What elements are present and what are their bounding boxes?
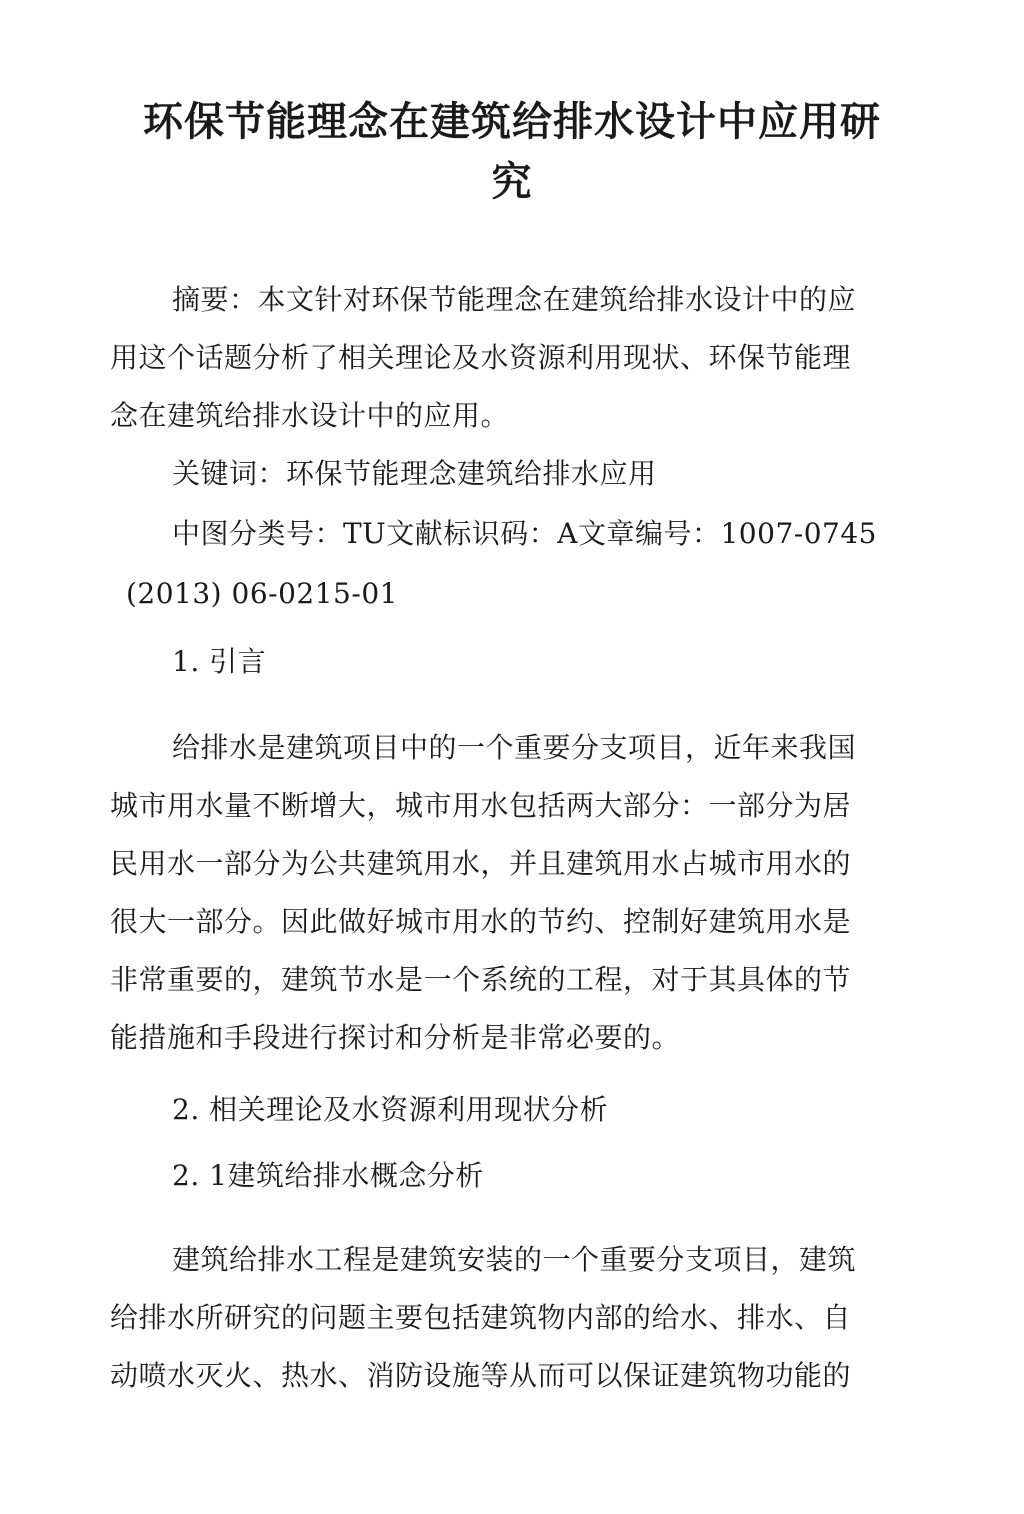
section-2-1-body-line-1: 建筑给排水工程是建筑安装的一个重要分支项目，建筑	[172, 1243, 857, 1276]
section-2-heading: 2. 相关理论及水资源利用现状分析	[172, 1093, 609, 1126]
keywords-line: 关键词：环保节能理念建筑给排水应用	[172, 457, 657, 490]
section-1-body-line-4: 很大一部分。因此做好城市用水的节约、控制好建筑用水是	[110, 905, 852, 938]
section-1-body-line-5: 非常重要的，建筑节水是一个系统的工程，对于其具体的节	[110, 963, 852, 996]
section-1-heading: 1. 引言	[172, 645, 267, 678]
classification-line-1: 中图分类号：TU文献标识码：A文章编号：1007-0745	[172, 517, 877, 550]
classification-line-2: (2013) 06-0215-01	[126, 577, 398, 610]
section-2-1-heading: 2. 1建筑给排水概念分析	[172, 1159, 484, 1192]
abstract-line-2: 用这个话题分析了相关理论及水资源利用现状、环保节能理	[110, 341, 852, 374]
abstract-line-3: 念在建筑给排水设计中的应用。	[110, 399, 510, 432]
section-1-body-line-3: 民用水一部分为公共建筑用水，并且建筑用水占城市用水的	[110, 847, 852, 880]
section-1-body-line-1: 给排水是建筑项目中的一个重要分支项目，近年来我国	[172, 731, 857, 764]
section-2-1-body-line-3: 动喷水灭火、热水、消防设施等从而可以保证建筑物功能的	[110, 1359, 852, 1392]
document-title-line-2: 究	[491, 159, 533, 205]
section-2-1-body-line-2: 给排水所研究的问题主要包括建筑物内部的给水、排水、自	[110, 1301, 852, 1334]
section-1-body-line-2: 城市用水量不断增大，城市用水包括两大部分：一部分为居	[110, 789, 852, 822]
document-title-line-1: 环保节能理念在建筑给排水设计中应用研	[143, 99, 881, 145]
section-1-body-line-6: 能措施和手段进行探讨和分析是非常必要的。	[110, 1021, 681, 1054]
abstract-line-1: 摘要：本文针对环保节能理念在建筑给排水设计中的应	[172, 283, 857, 316]
